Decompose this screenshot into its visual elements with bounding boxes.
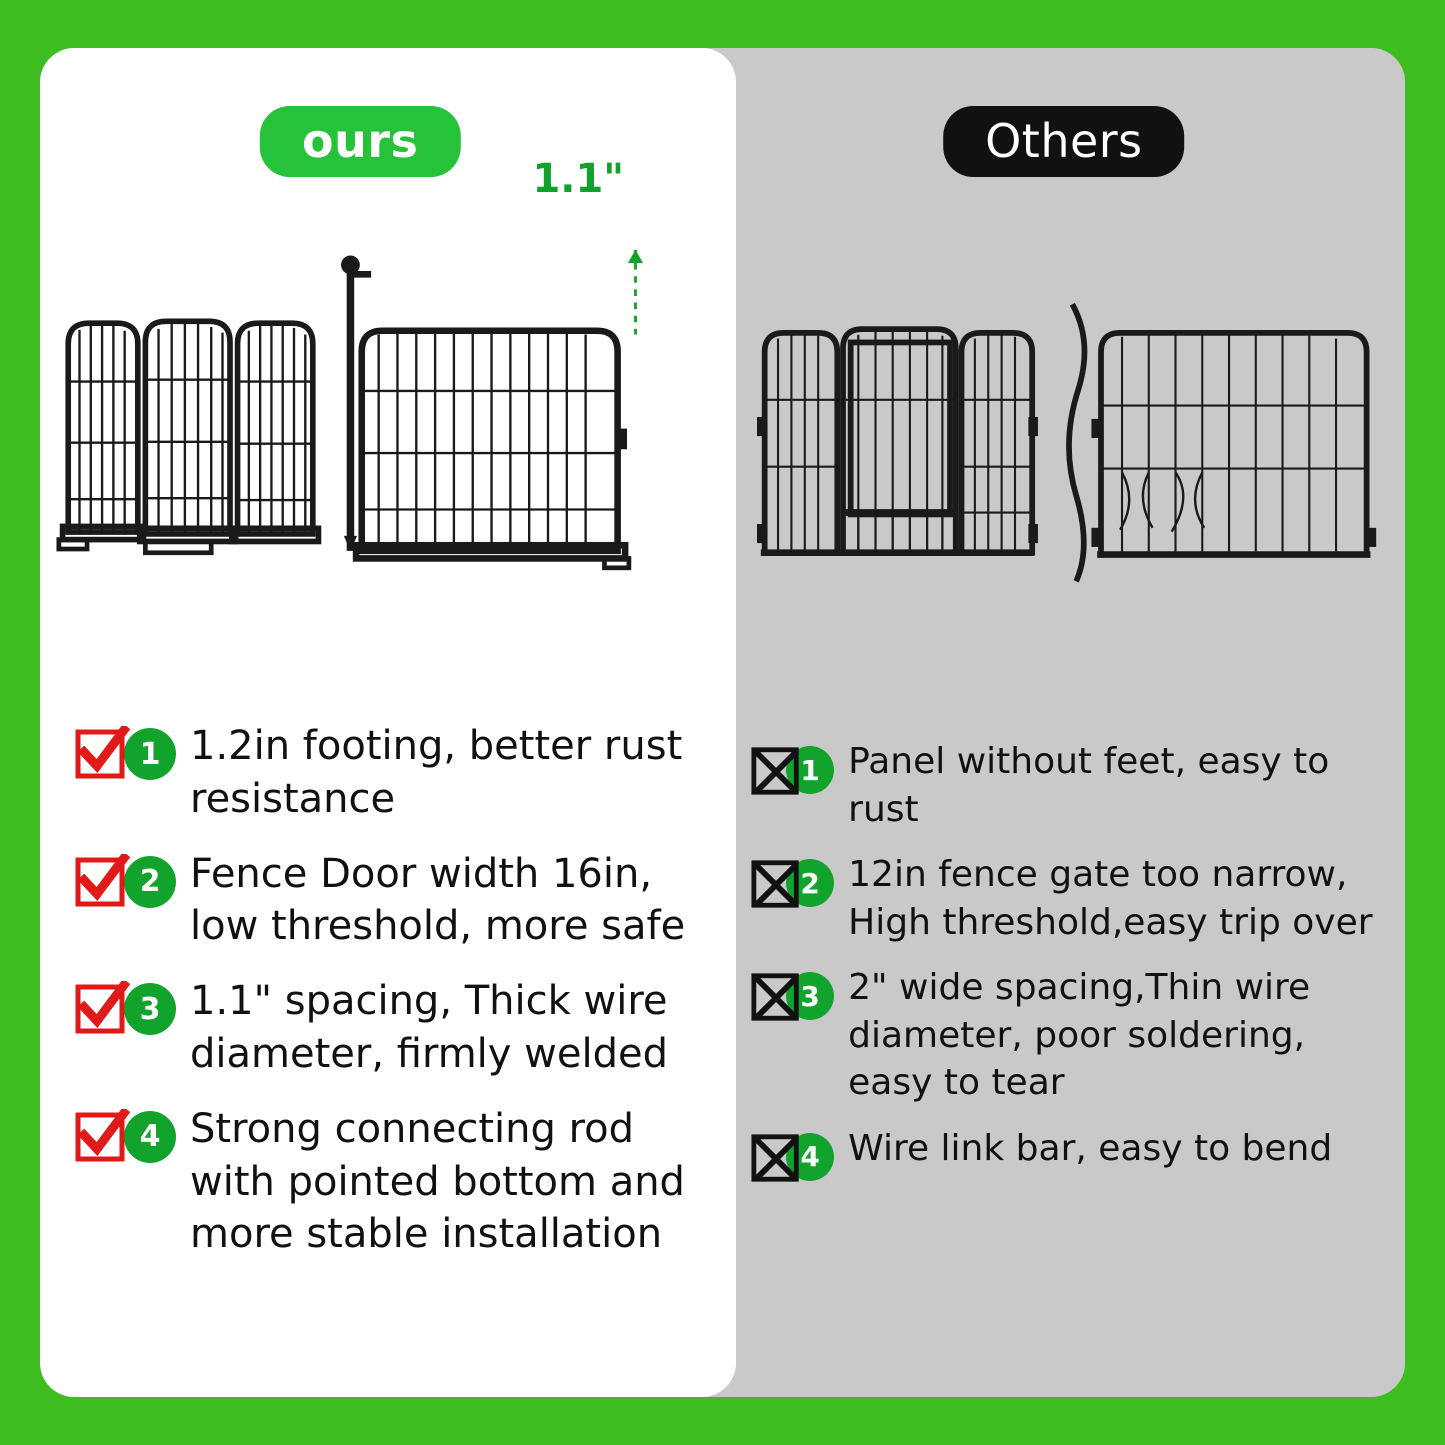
list-item	[74, 1103, 710, 1261]
comparison-card	[40, 48, 1405, 1397]
feature-text: 1.1" spacing, Thick wire diameter, firmly welded	[190, 978, 668, 1077]
others-fence-svg	[736, 198, 1405, 678]
ours-feature-list	[40, 720, 736, 1283]
list-item	[74, 975, 710, 1081]
others-feature-list	[736, 738, 1405, 1203]
others-column	[736, 48, 1405, 1397]
others-fence-illustration	[736, 198, 1405, 678]
feature-number: 4	[786, 1133, 834, 1181]
spacing-dimension-label: 1.1"	[532, 156, 625, 202]
ours-fence-illustration	[40, 198, 736, 678]
cross-icon	[750, 857, 804, 911]
list-item	[750, 964, 1377, 1107]
feature-number: 1	[786, 746, 834, 794]
cross-icon	[750, 1131, 804, 1185]
cross-icon	[750, 970, 804, 1024]
list-item	[74, 848, 710, 954]
ours-column	[40, 48, 736, 1397]
list-item	[74, 720, 710, 826]
feature-text: Wire link bar, easy to bend	[848, 1127, 1333, 1169]
check-icon	[74, 854, 130, 910]
check-icon	[74, 981, 130, 1037]
cross-icon	[750, 744, 804, 798]
feature-number: 2	[786, 859, 834, 907]
feature-text: Panel without feet, easy to rust	[848, 741, 1330, 830]
check-icon	[74, 1109, 130, 1165]
check-icon	[74, 726, 130, 782]
feature-number: 3	[124, 983, 176, 1035]
feature-number: 3	[786, 972, 834, 1020]
ours-fence-svg	[40, 198, 736, 678]
ours-badge: ours	[260, 106, 460, 177]
feature-text: 12in fence gate too narrow, High threshold,easy trip over	[848, 854, 1373, 943]
list-item	[750, 1125, 1377, 1185]
feature-text: 1.2in footing, better rust resistance	[190, 723, 683, 822]
feature-number: 4	[124, 1111, 176, 1163]
feature-number: 1	[124, 728, 176, 780]
feature-number: 2	[124, 856, 176, 908]
feature-text: Strong connecting rod with pointed bottom and more stable installation	[190, 1105, 685, 1258]
feature-text: Fence Door width 16in, low threshold, more safe	[190, 850, 686, 950]
feature-text: 2" wide spacing,Thin wire diameter, poor soldering, easy to tear	[848, 967, 1311, 1104]
list-item	[750, 738, 1377, 833]
others-badge: Others	[943, 106, 1185, 177]
list-item	[750, 851, 1377, 946]
